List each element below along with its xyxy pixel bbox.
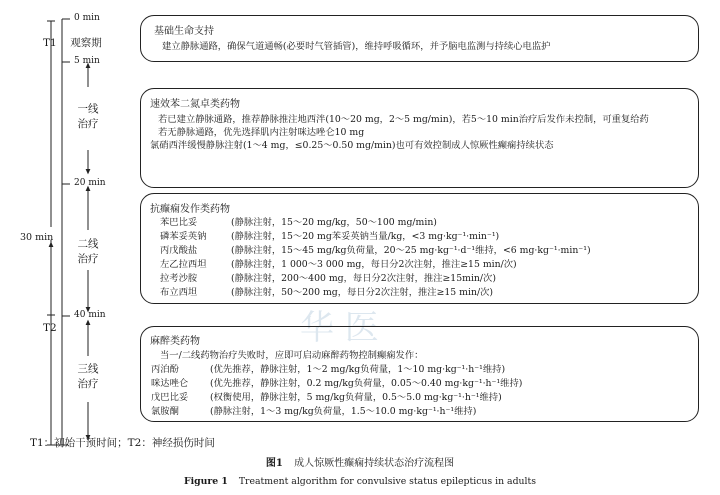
- drug-dose: (静脉注射，15～20 mg苯妥英钠当量/kg，<3 mg·kg⁻¹·min⁻¹): [231, 231, 500, 242]
- span-30min-label: 30 min: [20, 232, 54, 243]
- caption-en-text: Treatment algorithm for convulsive status epilepticus in adults: [238, 476, 537, 487]
- tick-label-5: 5 min: [74, 56, 100, 66]
- drug-dose: (静脉注射，1 000～3 000 mg，每日分2次注射，推注≥15 min/次): [231, 259, 517, 270]
- drug-name: 氯胺酮: [151, 406, 179, 417]
- third-line-title: 麻醉类药物: [150, 336, 200, 347]
- first-line-text-3: 氯硝西泮缓慢静脉注射(1～4 mg，≤0.25～0.50 mg/min)也可有效控制成人惊厥性癫痫持续状态: [150, 140, 554, 151]
- basic-support-title: 基础生命支持: [154, 26, 214, 37]
- basic-support-box: [140, 15, 699, 62]
- watermark-text: 华 医: [300, 308, 379, 348]
- caption-cn: [0, 457, 720, 470]
- drug-dose: (优先推荐，静脉注射，0.2 mg/kg负荷量，0.05～0.40 mg·kg⁻¹·h⁻¹维持): [210, 378, 523, 389]
- drug-name: 戊巴比妥: [151, 392, 189, 403]
- drug-dose: (优先推荐，静脉注射，1～2 mg/kg负荷量，1～10 mg·kg⁻¹·h⁻¹维持): [210, 364, 506, 375]
- footnote: T1：初始干预时间；T2：神经损伤时间: [30, 437, 215, 449]
- phase-second-line: 二线 治疗: [77, 238, 99, 265]
- drug-name: 丙戊酸盐: [160, 245, 198, 256]
- drug-name: 布立西坦: [160, 287, 198, 298]
- tick-label-0: 0 min: [74, 13, 100, 23]
- drug-dose: (权衡使用，静脉注射，5 mg/kg负荷量，0.5～5.0 mg·kg⁻¹·h⁻¹维持): [210, 392, 502, 403]
- second-line-title: 抗癫痫发作类药物: [150, 204, 230, 215]
- t2-label: T2: [43, 322, 57, 334]
- third-line-box: [140, 326, 699, 422]
- first-line-text-1: 若已建立静脉通路，推荐静脉推注地西泮(10～20 mg，2～5 mg/min)，若5～10 min治疗后发作未控制，可重复给药: [158, 114, 649, 125]
- drug-name: 拉考沙胺: [160, 273, 198, 284]
- second-line-box: [140, 193, 699, 304]
- phase-third-line: 三线 治疗: [77, 363, 99, 390]
- caption-en: [0, 476, 720, 488]
- drug-name: 左乙拉西坦: [160, 259, 207, 270]
- tick-label-40: 40 min: [74, 310, 106, 320]
- basic-support-line: 建立静脉通路，确保气道通畅(必要时气管插管)，维持呼吸循环，并予脑电监测与持续心电监护: [162, 41, 551, 52]
- third-line-intro: 当一/二线药物治疗失败时，应即可启动麻醉药物控制癫痫发作：: [160, 350, 424, 361]
- first-line-box: [140, 88, 699, 188]
- drug-dose: (静脉注射，15～20 mg/kg，50～100 mg/min): [231, 217, 437, 228]
- t1-label: T1: [43, 37, 57, 49]
- drug-dose: (静脉注射，15～45 mg/kg负荷量，20～25 mg·kg⁻¹·d⁻¹维持，<6 mg·kg⁻¹·min⁻¹): [231, 245, 591, 256]
- drug-name: 丙泊酚: [151, 364, 179, 375]
- first-line-title: 速效苯二氮卓类药物: [150, 99, 240, 110]
- drug-dose: (静脉注射，50～200 mg，每日分2次注射，推注≥15 min/次): [231, 287, 493, 298]
- phase-observation: 观察期: [70, 37, 102, 49]
- first-line-text-2: 若无静脉通路，优先选择肌内注射咪达唑仑10 mg: [158, 127, 365, 138]
- drug-dose: (静脉注射，200～400 mg，每日分2次注射，推注≥15min/次): [231, 273, 496, 284]
- phase-first-line: 一线 治疗: [77, 103, 99, 130]
- caption-cn-label: 图1: [265, 458, 283, 469]
- caption-en-label: Figure 1: [183, 476, 228, 487]
- tick-label-20: 20 min: [74, 178, 106, 188]
- drug-name: 苯巴比妥: [160, 217, 198, 228]
- drug-dose: (静脉注射，1～3 mg/kg负荷量，1.5～10.0 mg·kg⁻¹·h⁻¹维持): [210, 406, 477, 417]
- drug-name: 咪达唑仑: [151, 378, 189, 389]
- drug-name: 磷苯妥英钠: [160, 231, 207, 242]
- caption-cn-text: 成人惊厥性癫痫持续状态治疗流程图: [294, 458, 455, 469]
